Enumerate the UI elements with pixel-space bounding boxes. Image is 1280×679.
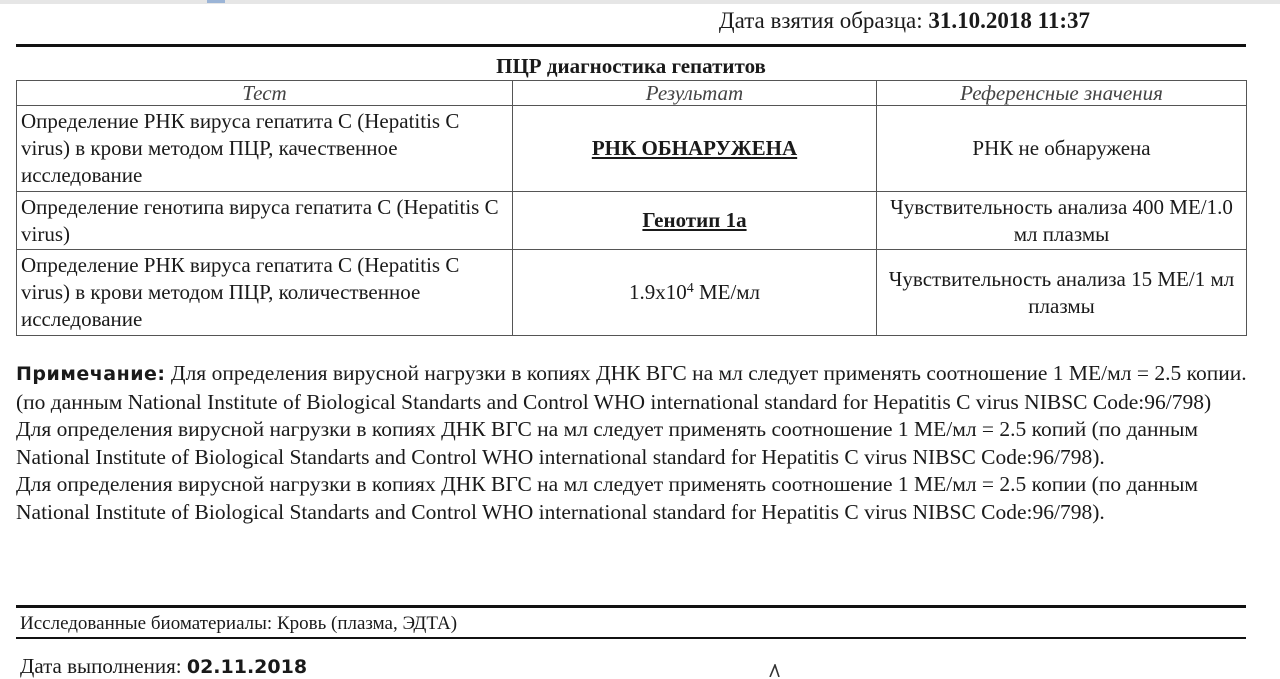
result-value: РНК ОБНАРУЖЕНА	[591, 136, 798, 160]
result-exponent: 4	[686, 281, 694, 296]
result-value: Генотип 1a	[642, 208, 747, 232]
table-row	[17, 250, 1247, 336]
note-text: Для определения вирусной нагрузки в копиях ДНК ВГС на мл следует применять соотношение 1 МЕ/мл = 2.5 копии.(по данным National Institute of Biological Standarts and Control WHO international standard for Hepatitis C virus NIBSC Code:96/798)	[16, 361, 1247, 414]
divider-top	[16, 44, 1246, 47]
result-cell	[513, 192, 877, 250]
top-edge-line	[0, 0, 1280, 4]
sample-date-label: Дата взятия образца:	[718, 8, 923, 33]
note-label: Примечание:	[16, 363, 166, 385]
column-header-test: Тест	[17, 81, 513, 106]
divider-notes	[16, 605, 1246, 608]
result-unit: МЕ/мл	[693, 280, 761, 304]
biomaterials: Исследованные биоматериалы: Кровь (плазма, ЭДТА)	[20, 613, 458, 634]
test-name: Определение РНК вируса гепатита С (Hepatitis C virus) в крови методом ПЦР, количественное исследование	[17, 250, 513, 336]
execution-date-label: Дата выполнения:	[20, 654, 182, 678]
notes-section	[16, 360, 1248, 526]
result-cell	[513, 106, 877, 192]
table-row	[17, 106, 1247, 192]
result-base: 1.9x10	[628, 280, 687, 304]
sample-date	[0, 8, 1090, 34]
column-header-result: Результат	[513, 81, 877, 106]
sample-date-value: 31.10.2018 11:37	[928, 8, 1090, 33]
table-header-row	[17, 81, 1247, 106]
test-name: Определение РНК вируса гепатита С (Hepatitis C virus) в крови методом ПЦР, качественное исследование	[17, 106, 513, 192]
reference-value: РНК не обнаружена	[877, 106, 1247, 192]
column-header-reference: Референсные значения	[877, 81, 1247, 106]
top-edge-accent	[207, 0, 225, 3]
signature-mark	[768, 664, 782, 677]
results-table	[16, 80, 1247, 336]
execution-date	[20, 654, 307, 679]
note-paragraph	[16, 360, 1248, 416]
result-cell	[513, 250, 877, 336]
note-paragraph: Для определения вирусной нагрузки в копиях ДНК ВГС на мл следует применять соотношение 1 МЕ/мл = 2.5 копий (по данным National Institute of Biological Standarts and Control WHO international standard for Hepatitis C virus NIBSC Code:96/798).	[16, 417, 1199, 469]
reference-value: Чувствительность анализа 15 МЕ/1 мл плазмы	[877, 250, 1247, 336]
reference-value: Чувствительность анализа 400 МЕ/1.0 мл плазмы	[877, 192, 1247, 250]
table-row	[17, 192, 1247, 250]
section-title: ПЦР диагностика гепатитов	[496, 54, 766, 78]
test-name: Определение генотипа вируса гепатита С (Hepatitis C virus)	[17, 192, 513, 250]
note-paragraph: Для определения вирусной нагрузки в копиях ДНК ВГС на мл следует применять соотношение 1 МЕ/мл = 2.5 копии (по данным National Institute of Biological Standarts and Control WHO international standard for Hepatitis C virus NIBSC Code:96/798).	[16, 472, 1199, 524]
execution-date-value: 02.11.2018	[186, 656, 308, 678]
divider-biomaterials	[16, 637, 1246, 639]
